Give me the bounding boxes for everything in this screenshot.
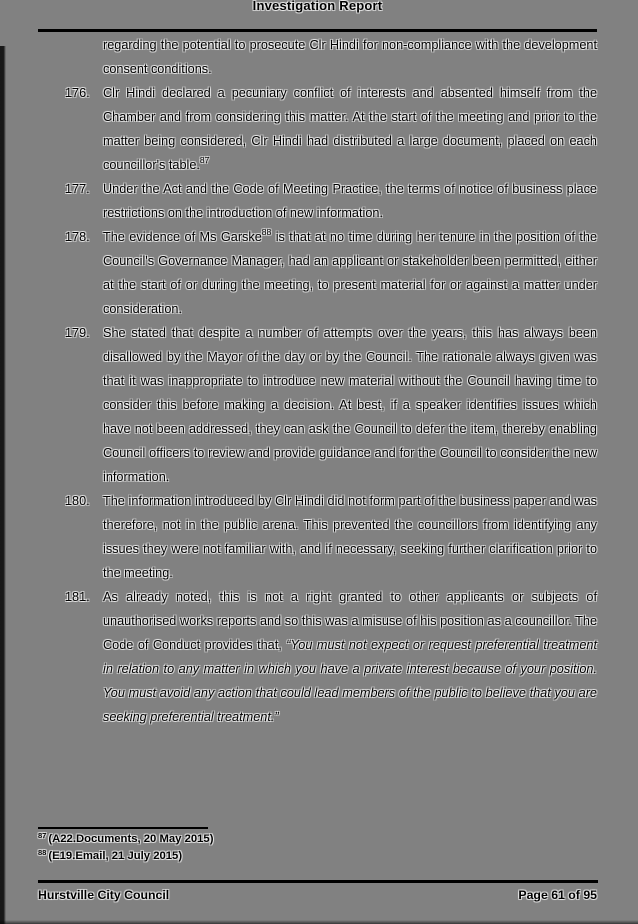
paragraph-text [103, 321, 597, 489]
paragraph-number: 177. [65, 182, 90, 196]
footnote-ref: 88 [261, 227, 272, 237]
paragraph-number: 176. [65, 86, 90, 100]
footer-council-name: Hurstville City Council [38, 888, 170, 902]
paragraph-number: 181. [65, 590, 90, 604]
footnote-number: 87 [38, 831, 47, 840]
footnote-separator [38, 827, 208, 829]
footnote-line [38, 848, 458, 865]
text-run: The information introduced by Clr Hindi did not form part of the business paper and was therefore, not in the public arena. This prevented the councillors from identifying any issues they were not familiar with, and if necessary, seeking further clarification prior to the meeting. [103, 494, 597, 580]
scan-edge-left [0, 46, 6, 924]
paragraph-text [103, 489, 597, 585]
quoted-text: “You must not expect or request preferential treatment in relation to any matter in which you have a private interest because of your position. You must avoid any action that could lead members of the public to believe that you are seeking preferential treatment.” [103, 638, 597, 724]
footnote-text: (E19.Email, 21 July 2015) [48, 850, 183, 862]
paragraph-number: 179. [65, 326, 90, 340]
paragraph-number: 178. [65, 230, 90, 244]
paragraph-text [103, 585, 597, 729]
paragraph-row [65, 585, 597, 729]
text-run: regarding the potential to prosecute Clr Hindi for non-compliance with the development consent conditions. [103, 38, 597, 76]
report-body [65, 33, 597, 729]
paragraph-row [65, 81, 597, 177]
text-run: Clr Hindi declared a pecuniary conflict of interests and absented himself from the Chamber and from considering this matter. At the start of the meeting and prior to the matter being considered, Clr Hindi had distributed a large document, placed on each councillor's table. [103, 86, 597, 172]
report-title: Investigation Report [252, 0, 383, 13]
text-run: is that at no time during her tenure in the position of the Council's Governance Manager, had an applicant or stakeholder been permitted, either at the start of or during the meeting, to present material for or against a matter under consideration. [103, 230, 597, 316]
footnote-text: (A22.Documents, 20 May 2015) [48, 833, 214, 845]
paragraph-row [65, 489, 597, 585]
footnotes-section [38, 831, 458, 865]
footer-page-number: Page 61 of 95 [518, 888, 597, 902]
paragraph-number: 180. [65, 494, 90, 508]
footnote-ref: 87 [199, 155, 210, 165]
text-run: The evidence of Ms Garske [103, 230, 262, 244]
paragraph-text [103, 225, 597, 321]
paragraph-text [103, 81, 597, 177]
text-run: Under the Act and the Code of Meeting Practice, the terms of notice of business place restrictions on the introduction of new information. [103, 182, 597, 220]
scan-edge-bottom [0, 920, 638, 924]
paragraph-row [65, 177, 597, 225]
text-run: As already noted, this is not a right granted to other applicants or subjects of unauthorised works reports and so this was a misuse of his position as a councillor. The Code of Conduct provides that, [103, 590, 597, 652]
paragraph-row [65, 225, 597, 321]
paragraph-number [65, 33, 103, 81]
paragraph-text [103, 33, 597, 81]
header-rule [38, 29, 597, 32]
paragraph-row [65, 321, 597, 489]
text-run: She stated that despite a number of attempts over the years, this has always been disallowed by the Mayor of the day or by the Council. The rationale always given was that it was inappropriate to introduce new material without the Council having time to consider this before making a decision. At best, if a speaker identifies issues which have not been addressed, they can ask the Council to defer the item, thereby enabling Council officers to review and provide guidance and for the Council to consider the new information. [103, 326, 597, 484]
footnote-number: 88 [38, 848, 47, 857]
footer-rule [38, 880, 598, 883]
paragraph-text [103, 177, 597, 225]
page-footer [38, 888, 597, 902]
footnote-line [38, 831, 458, 848]
paragraph-row [65, 33, 597, 81]
